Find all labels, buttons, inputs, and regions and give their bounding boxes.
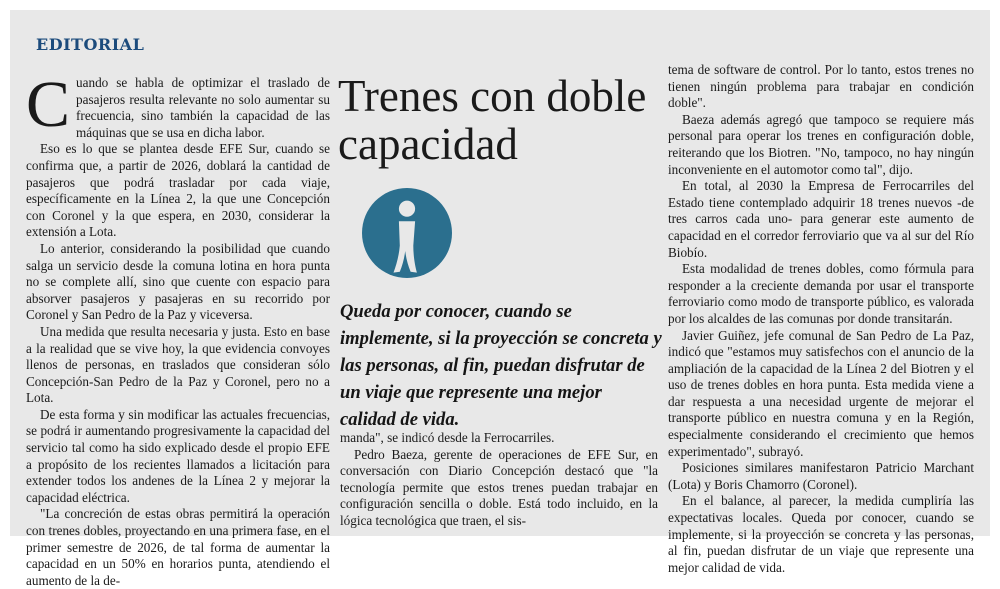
headline: Trenes con doble capacidad bbox=[338, 71, 647, 169]
paragraph: tema de software de control. Por lo tanto, estos trenes no tienen ningún problema para trabajar en condición doble". bbox=[668, 62, 974, 111]
pull-quote: Queda por conocer, cuando se implemente, si la proyección se concreta y las personas, al fin, puedan disfrutar de un viaje que represente una mejor calidad de vida. bbox=[340, 301, 662, 430]
logo-dot bbox=[399, 201, 415, 217]
paragraph bbox=[26, 68, 330, 141]
body-column-1 bbox=[26, 68, 330, 589]
paragraph: Eso es lo que se plantea desde EFE Sur, cuando se confirma que, a partir de 2026, doblará la cantidad de pasajeros que podrá trasladar por cada viaje, específicamente en la Línea 2, la que une Concepción con Coronel y la que espera, en 2030, considerar la extensión a Lota. bbox=[26, 141, 330, 240]
paragraph: Esta modalidad de trenes dobles, como fórmula para responder a la creciente demanda por usar el transporte ferroviario como modo de transporte público, es valorada por los alcaldes de las comunas por donde transitarán. bbox=[668, 261, 974, 326]
paragraph: Una medida que resulta necesaria y justa. Esto en base a la realidad que se vive hoy, la que evidencia convoyes llenos de personas, en traslados que consideran sólo Concepción-San Pedro de la Paz y Coronel, pero no a Lota. bbox=[26, 323, 330, 406]
body-column-3 bbox=[668, 62, 974, 576]
paragraph: Pedro Baeza, gerente de operaciones de EFE Sur, en conversación con Diario Concepción destacó que "la tecnología permite que estos trenes puedan trabajar en configuración sencilla o doble. Está todo incluido, en la lógica tecnológica que traen, el sis- bbox=[340, 446, 658, 528]
paragraph: manda", se indicó desde la Ferrocarriles. bbox=[340, 430, 555, 445]
paragraph: Posiciones similares manifestaron Patricio Marchant (Lota) y Boris Chamorro (Coronel). bbox=[668, 460, 974, 492]
paragraph: Javier Guiñez, jefe comunal de San Pedro de La Paz, indicó que "estamos muy satisfechos con el anuncio de la ampliación de la capacidad de la Línea 2 del Biotren y el uso de trenes dobles en hora punta. Esta medida viene a dar respuesta a una necesidad urgente de mejorar el transporte público en nuestra comuna y en la Región, especialmente considerando el crecimiento que hemos experimentado", subrayó. bbox=[668, 327, 974, 459]
paragraph: En el balance, al parecer, la medida cumpliría las expectativas locales. Queda por conocer, cuando se implemente, si la proyección se concreta y las personas, al fin, puedan disfrutar de un viaje que represente una mejor calidad de vida. bbox=[668, 493, 974, 575]
paragraph-text: uando se habla de optimizar el traslado de pasajeros resulta relevante no solo aumentar su frecuencia, sino también la capacidad de las máquinas que se usa en dicha labor. bbox=[76, 75, 330, 140]
body-column-2 bbox=[340, 430, 658, 530]
paragraph: De esta forma y sin modificar las actuales frecuencias, se podrá ir aumentando progresivamente la capacidad del servicio tal como ha sido explicado desde el propio EFE a propósito de los recientes llamados a licitación para extender todos los andenes de la Línea 2 y mejorar la capacidad eléctrica. bbox=[26, 406, 330, 505]
section-label: EDITORIAL bbox=[36, 35, 145, 54]
paragraph: "La concreción de estas obras permitirá la operación con trenes dobles, proyectando en una primera fase, en el primer semestre de 2026, de tal forma de aumentar la capacidad en un 50% en horarios punta, atendiendo el aumento de la de- bbox=[26, 506, 330, 588]
info-i-icon bbox=[362, 188, 452, 278]
paragraph: En total, al 2030 la Empresa de Ferrocarriles del Estado tiene contemplado adquirir 18 trenes nuevos -de tres carros cada uno- para generar este aumento de capacidad en el corredor ferroviario que va al sur del Río Biobío. bbox=[668, 178, 974, 260]
paragraph: Baeza además agregó que tampoco se requiere más personal para operar los trenes en configuración doble, reiterando que los Biotren. "No, tampoco, no hay ningún inconveniente en el automotor como tal", dijo. bbox=[668, 111, 974, 177]
drop-cap: C bbox=[26, 68, 71, 141]
paragraph: Lo anterior, considerando la posibilidad que cuando salga un servicio desde la comuna lotina en hora punta no se complete allí, sino que cuente con espacio para absorver pasajeros y pasajeras en su recorrido por Coronel y San Pedro de la Paz y viceversa. bbox=[26, 240, 330, 323]
